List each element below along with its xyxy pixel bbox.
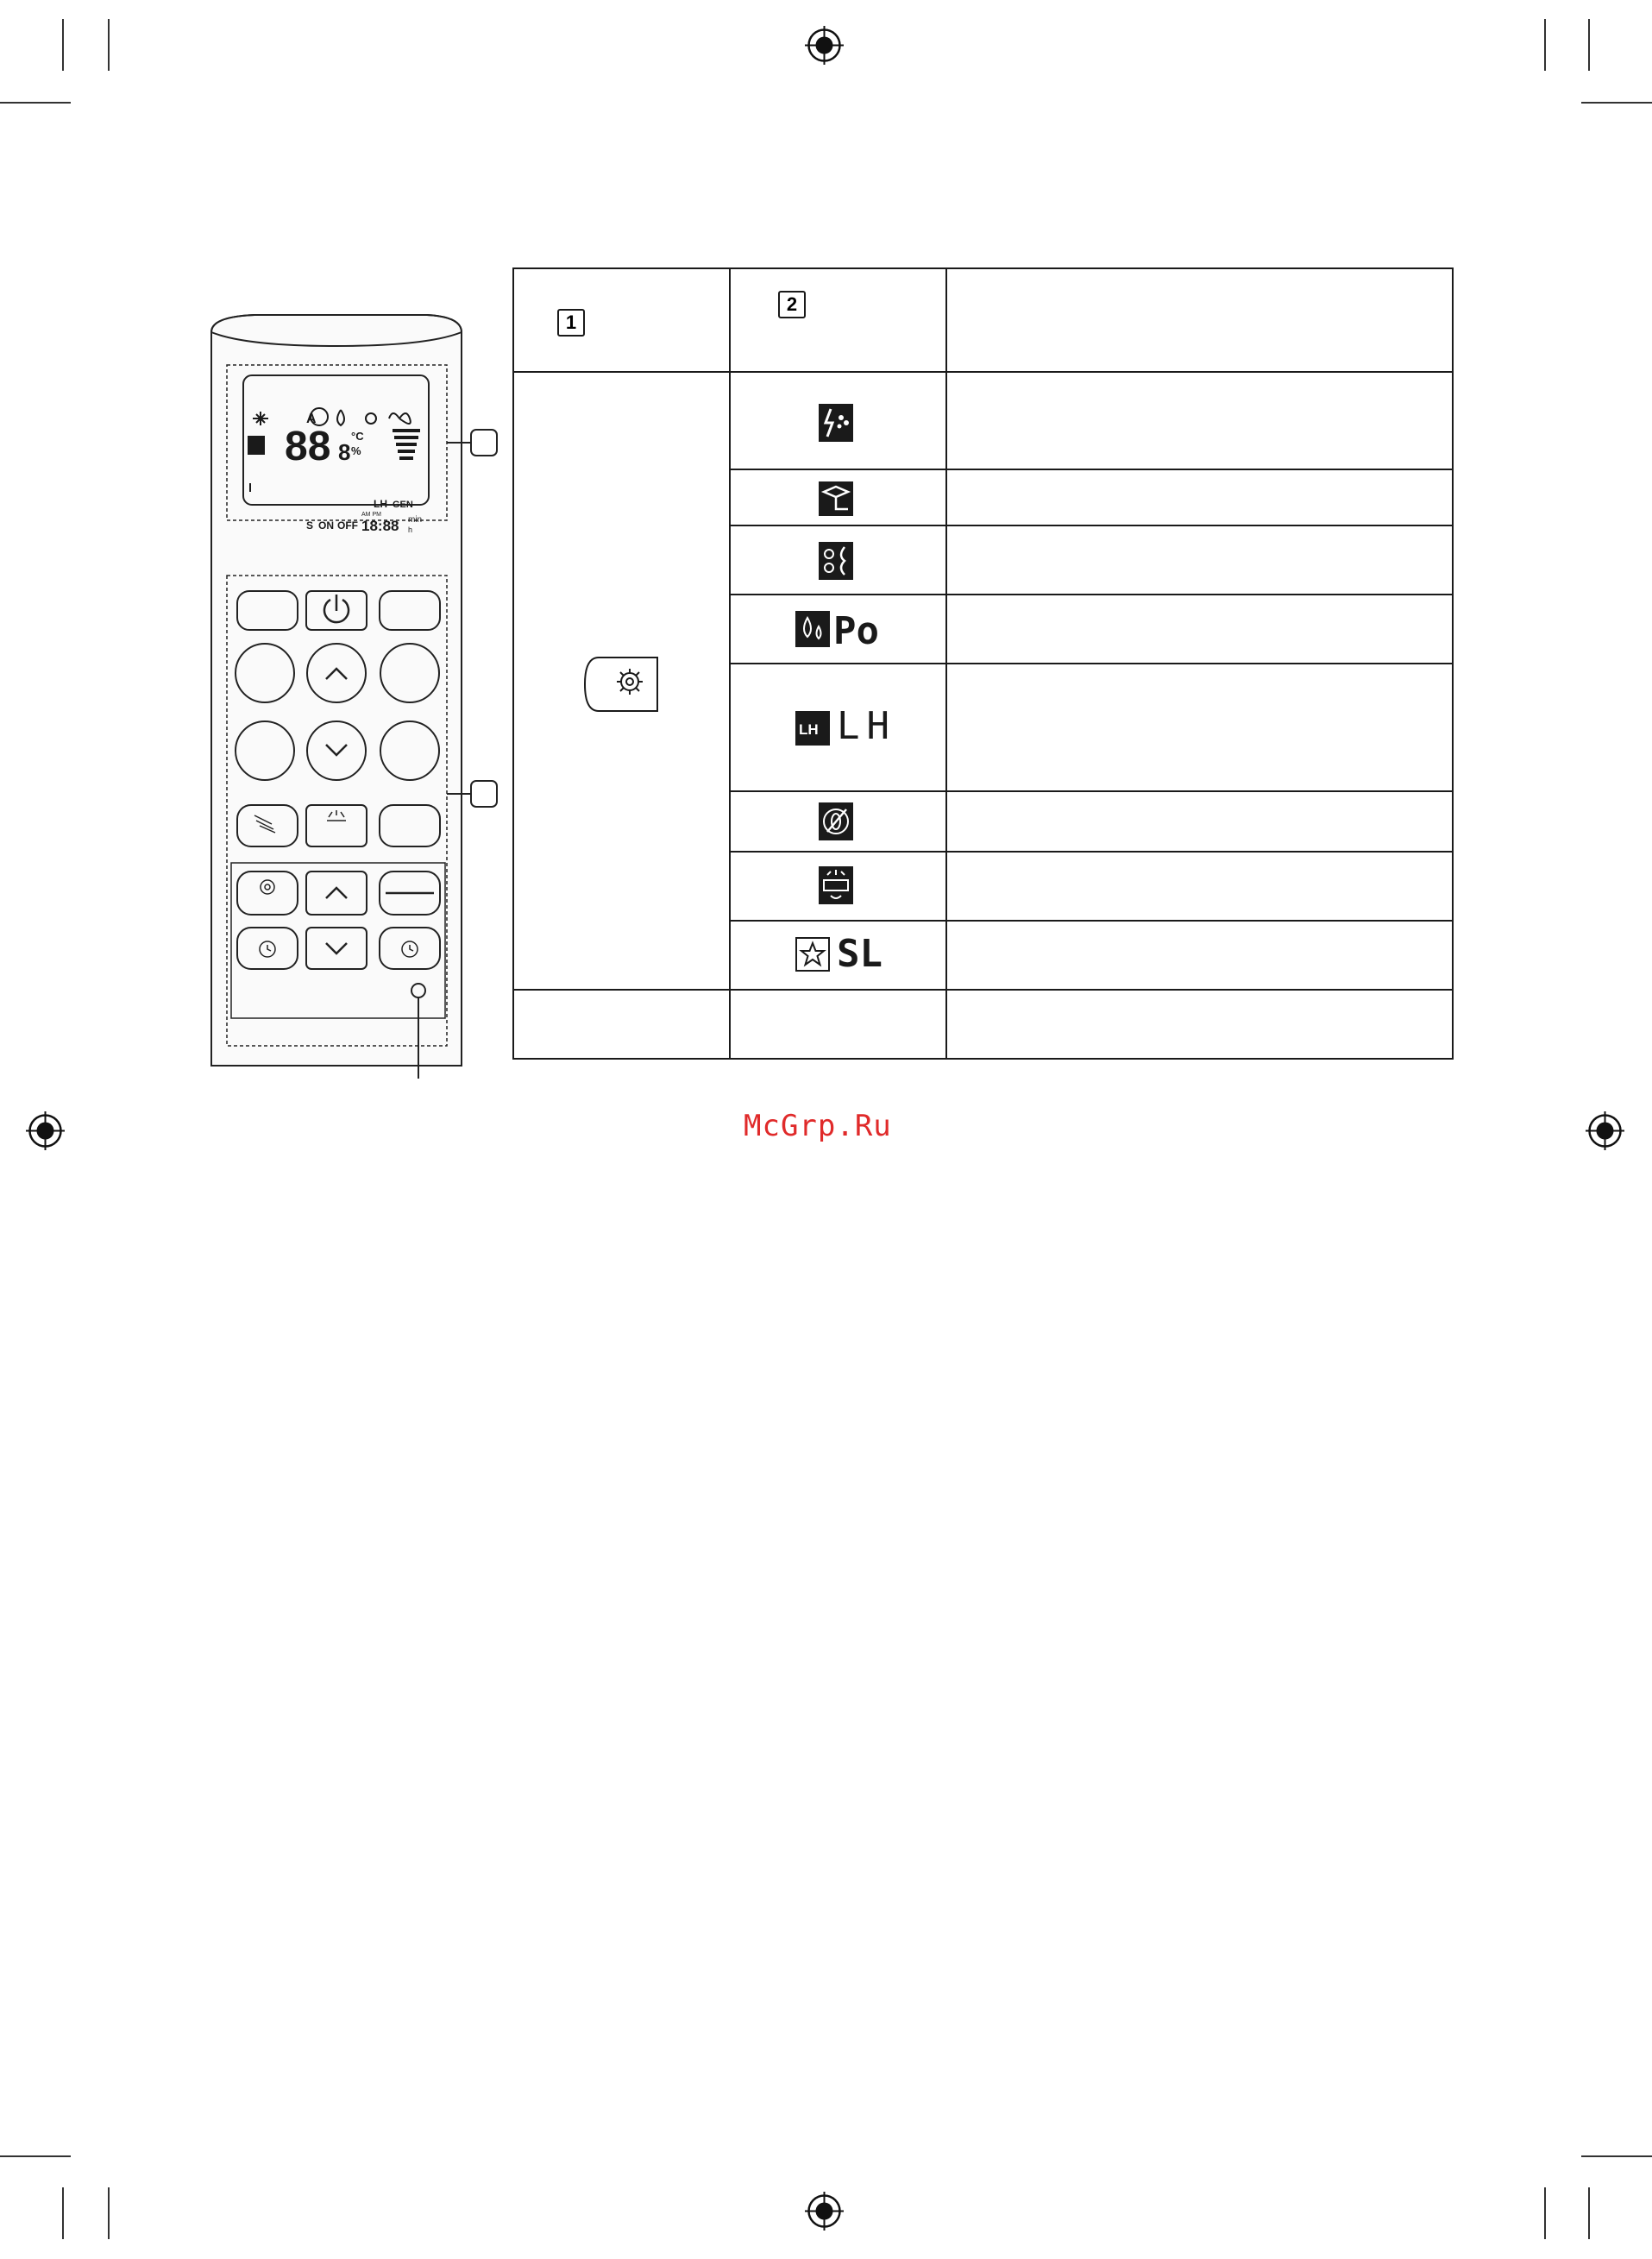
silent-star-code: SL (837, 932, 883, 976)
registration-mark-top (805, 26, 844, 65)
silent-star-icon (795, 937, 830, 972)
lcd-off-label: OFF (337, 519, 358, 532)
lcd-gen-label: GEN (393, 500, 413, 510)
registration-mark-right (1586, 1111, 1624, 1150)
registration-mark-left (26, 1111, 65, 1150)
lcd-on-label: ON (318, 519, 334, 532)
lcd-pct-label: % (351, 444, 361, 457)
function-table (512, 267, 1454, 1060)
energy-ctrl-icon (819, 542, 853, 580)
svg-text:LH: LH (799, 721, 819, 738)
settings-button-icon (581, 651, 668, 716)
lcd-a-label: A (306, 412, 317, 426)
lcd-h-label: h (408, 525, 413, 534)
lh-icon (795, 711, 830, 746)
svg-text:88 (285, 424, 330, 469)
air-purify-icon (819, 404, 853, 442)
lcd-temp-decimal: 8 (338, 439, 351, 465)
anti-bug-icon (819, 802, 853, 840)
display-drop-code: Po (833, 609, 879, 653)
comfort-air-icon (819, 866, 853, 904)
auto-clean-icon (819, 481, 853, 516)
header-marker-2: 2 (778, 291, 806, 318)
remote-control-illustration (203, 306, 505, 1087)
lcd-s-label: S (306, 519, 314, 532)
watermark-text: McGrp.Ru (744, 1109, 892, 1143)
lcd-c-label: °C (351, 430, 364, 443)
lcd-ampm: AM PM (361, 512, 381, 518)
registration-mark-bottom (805, 2192, 844, 2231)
display-drop-icon (795, 611, 830, 647)
lh-code: LH (837, 704, 896, 748)
lcd-lh-label: LH (374, 498, 387, 510)
header-marker-1: 1 (557, 309, 585, 337)
lcd-timer-digits: 18:88 (361, 518, 399, 534)
lcd-temp-digits: 88 (285, 424, 331, 469)
lcd-min-label: min (408, 515, 423, 525)
